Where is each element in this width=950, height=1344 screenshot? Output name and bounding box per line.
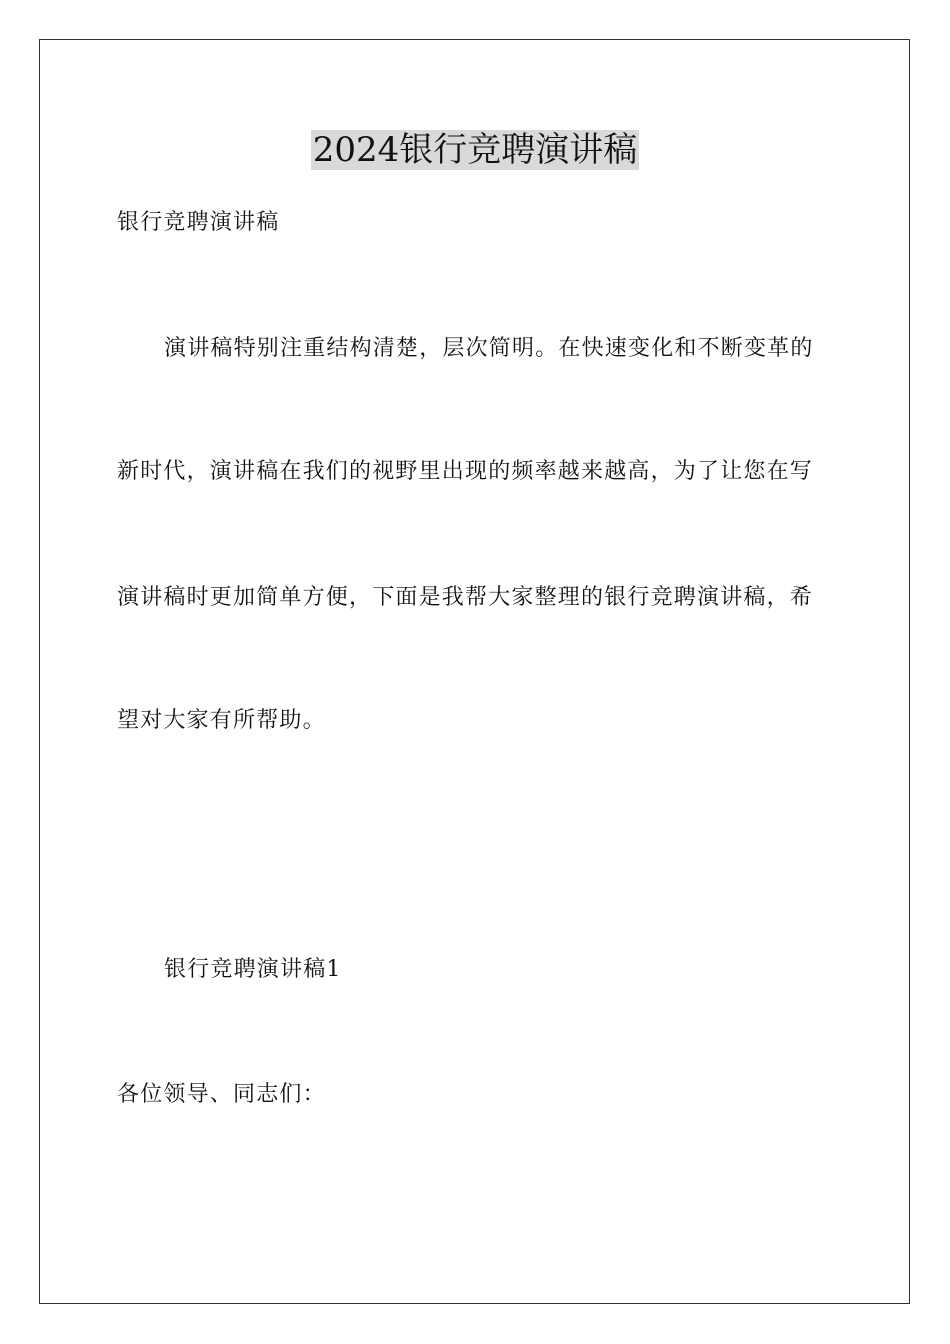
intro-line-2: 新时代，演讲稿在我们的视野里出现的频率越来越高，为了让您在写	[117, 459, 814, 484]
salutation: 各位领导、同志们：	[117, 1082, 326, 1107]
document-title	[0, 127, 950, 173]
intro-line-1: 演讲稿特别注重结构清楚，层次简明。在快速变化和不断变革的	[164, 336, 814, 361]
section-heading: 银行竞聘演讲稿1	[164, 957, 342, 982]
intro-line-4: 望对大家有所帮助。	[117, 708, 326, 733]
document-title-text: 2024银行竞聘演讲稿	[312, 130, 638, 170]
document-subtitle: 银行竞聘演讲稿	[117, 210, 280, 235]
intro-line-3: 演讲稿时更加简单方便，下面是我帮大家整理的银行竞聘演讲稿，希	[117, 585, 814, 610]
